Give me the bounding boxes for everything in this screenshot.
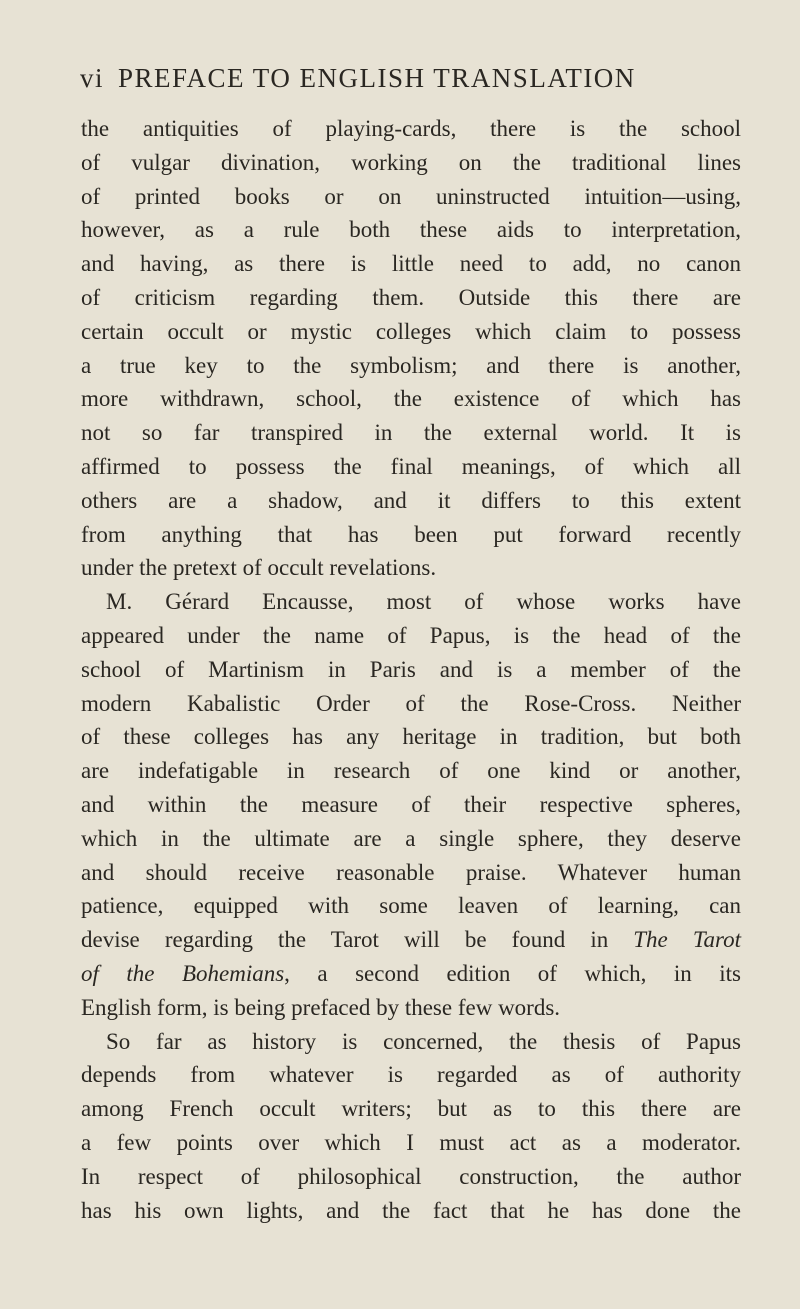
line-text: , a second edition of which, in its — [284, 960, 741, 986]
text-line — [81, 112, 741, 146]
body-text — [81, 112, 741, 1227]
text-line — [81, 247, 741, 281]
line-text: which in the ultimate are a single sphere, they deserve — [81, 825, 741, 851]
line-text: school of Martinism in Paris and is a member of the — [81, 656, 741, 682]
text-line — [81, 720, 741, 754]
text-line — [81, 923, 741, 957]
text-line — [81, 416, 741, 450]
line-text: are indefatigable in research of one kind or another, — [81, 758, 741, 784]
text-line — [81, 788, 741, 822]
line-text: a true key to the symbolism; and there is another, — [81, 352, 741, 378]
line-text: patience, equipped with some leaven of learning, can — [81, 893, 741, 919]
line-text: among French occult writers; but as to this there are — [81, 1096, 741, 1122]
line-text: of these colleges has any heritage in tradition, but both — [81, 724, 741, 750]
text-line — [81, 518, 741, 552]
running-title: PREFACE TO ENGLISH TRANSLATION — [118, 63, 636, 93]
italic-title: of the Bohemians — [81, 960, 285, 986]
line-text: and should receive reasonable praise. Whatever human — [81, 859, 741, 885]
line-text: others are a shadow, and it differs to this extent — [81, 487, 741, 513]
text-line — [81, 687, 741, 721]
line-text: English form, is being prefaced by these few words. — [81, 994, 561, 1020]
line-text: of printed books or on uninstructed intuition—using, — [81, 183, 741, 209]
line-text: appeared under the name of Papus, is the head of the — [81, 622, 741, 648]
line-text: In respect of philosophical construction, the author — [81, 1163, 741, 1189]
text-line — [81, 822, 741, 856]
line-text: and within the measure of their respective spheres, — [81, 791, 741, 817]
line-text: the antiquities of playing-cards, there is the school — [81, 116, 741, 141]
line-text: certain occult or mystic colleges which claim to possess — [81, 318, 741, 344]
text-line — [81, 484, 741, 518]
text-line — [81, 315, 741, 349]
text-line — [81, 957, 741, 991]
line-text: however, as a rule both these aids to interpretation, — [81, 217, 741, 243]
line-text: not so far transpired in the external world. It is — [81, 420, 741, 446]
text-line — [81, 1058, 741, 1092]
line-text: affirmed to possess the final meanings, of which all — [81, 453, 741, 479]
text-line — [81, 1160, 741, 1194]
text-line — [81, 1126, 741, 1160]
line-text: depends from whatever is regarded as of authority — [81, 1062, 741, 1088]
line-text: more withdrawn, school, the existence of which has — [81, 386, 741, 412]
text-line — [81, 889, 741, 923]
line-text: from anything that has been put forward recently — [81, 521, 741, 547]
text-line — [81, 619, 741, 653]
text-line — [81, 1092, 741, 1126]
line-text: and having, as there is little need to add, no canon — [81, 251, 741, 277]
line-text: So far as history is concerned, the thesis of Papus — [106, 1028, 741, 1054]
line-text: has his own lights, and the fact that he has done the — [81, 1197, 741, 1223]
text-line — [81, 551, 741, 585]
line-text: of vulgar divination, working on the traditional lines — [81, 149, 741, 175]
line-text: modern Kabalistic Order of the Rose-Cross. Neither — [81, 690, 741, 716]
page-number: vi — [80, 63, 105, 93]
text-line — [81, 450, 741, 484]
line-text: devise regarding the Tarot will be found in — [81, 927, 634, 953]
text-line — [81, 213, 741, 247]
text-line — [81, 349, 741, 383]
text-line — [81, 1194, 741, 1228]
text-line — [81, 281, 741, 315]
running-head — [80, 62, 740, 94]
text-line — [81, 1025, 741, 1059]
text-line — [81, 991, 741, 1025]
line-text: under the pretext of occult revelations. — [81, 555, 437, 581]
text-line — [81, 653, 741, 687]
text-line — [81, 146, 741, 180]
text-line — [81, 180, 741, 214]
text-line — [81, 382, 741, 416]
text-line — [81, 856, 741, 890]
line-text: a few points over which I must act as a moderator. — [81, 1129, 741, 1155]
text-line — [81, 754, 741, 788]
italic-title: The Tarot — [633, 927, 741, 953]
line-text: of criticism regarding them. Outside this there are — [81, 284, 741, 310]
line-text: M. Gérard Encausse, most of whose works have — [106, 589, 741, 615]
text-line — [81, 585, 741, 619]
